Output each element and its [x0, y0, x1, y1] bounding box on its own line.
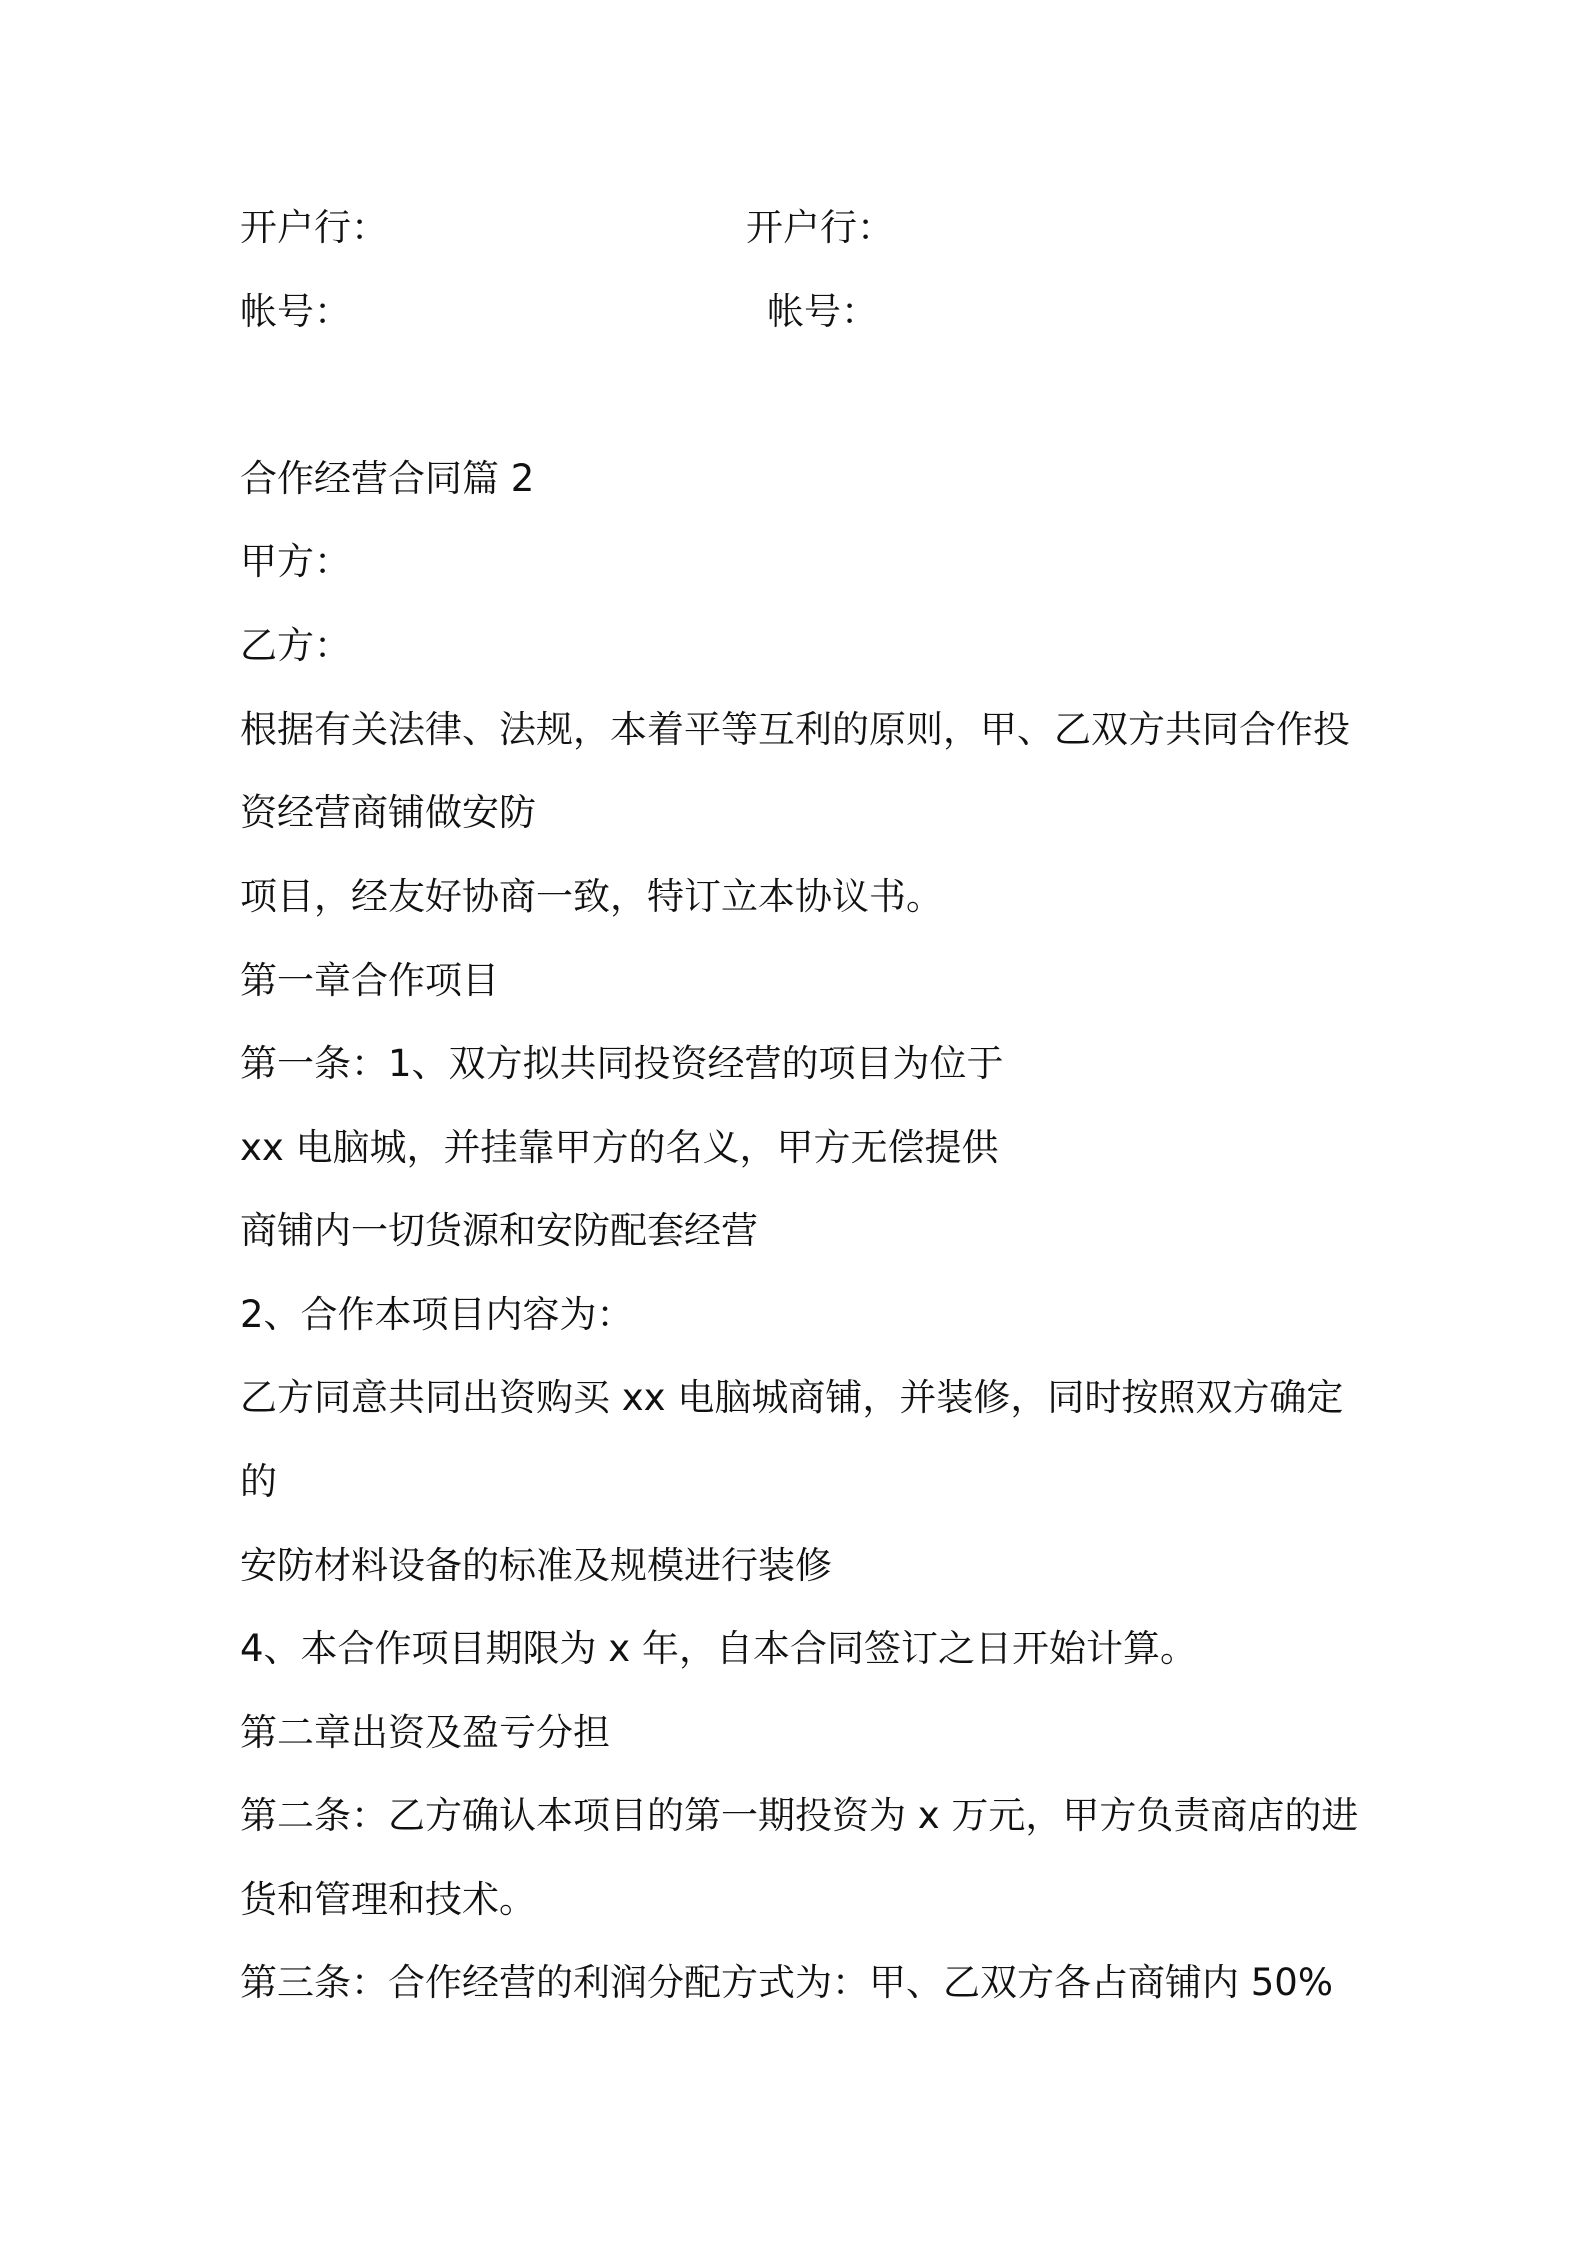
article-line: 货和管理和技术。 [240, 1878, 536, 1921]
bank-row [0, 204, 1586, 252]
chapter-heading: 第一章合作项目 [240, 959, 499, 1002]
article-line: 的 [240, 1460, 277, 1503]
party-b-label: 乙方： [240, 624, 351, 667]
paragraph-line: 根据有关法律、法规，本着平等互利的原则，甲、乙双方共同合作投 [240, 708, 1350, 751]
article-line: 商铺内一切货源和安防配套经营 [240, 1209, 758, 1252]
party-a-account-label: 帐号： [240, 290, 351, 333]
party-a-label: 甲方： [240, 540, 351, 583]
article-line: 安防材料设备的标准及规模进行装修 [240, 1544, 832, 1587]
article-line: xx 电脑城，并挂靠甲方的名义，甲方无偿提供 [240, 1126, 999, 1169]
contract-title: 合作经营合同篇 2 [240, 457, 535, 500]
article-line: 4、本合作项目期限为 x 年，自本合同签订之日开始计算。 [240, 1627, 1197, 1670]
article-line: 2、合作本项目内容为： [240, 1293, 634, 1336]
party-a-bank-label: 开户行： [240, 206, 388, 249]
chapter-heading: 第二章出资及盈亏分担 [240, 1711, 610, 1754]
party-b-bank-label: 开户行： [746, 206, 894, 249]
paragraph-line: 项目，经友好协商一致，特订立本协议书。 [240, 875, 943, 918]
article-line: 第三条：合作经营的利润分配方式为：甲、乙双方各占商铺内 50% [240, 1961, 1333, 2004]
article-line: 第一条：1、双方拟共同投资经营的项目为位于 [240, 1042, 1004, 1085]
article-line: 第二条：乙方确认本项目的第一期投资为 x 万元，甲方负责商店的进 [240, 1794, 1359, 1837]
party-b-account-label: 帐号： [767, 290, 878, 333]
paragraph-line: 资经营商铺做安防 [240, 791, 536, 834]
article-line: 乙方同意共同出资购买 xx 电脑城商铺，并装修，同时按照双方确定 [240, 1376, 1344, 1419]
account-row [0, 288, 1586, 336]
